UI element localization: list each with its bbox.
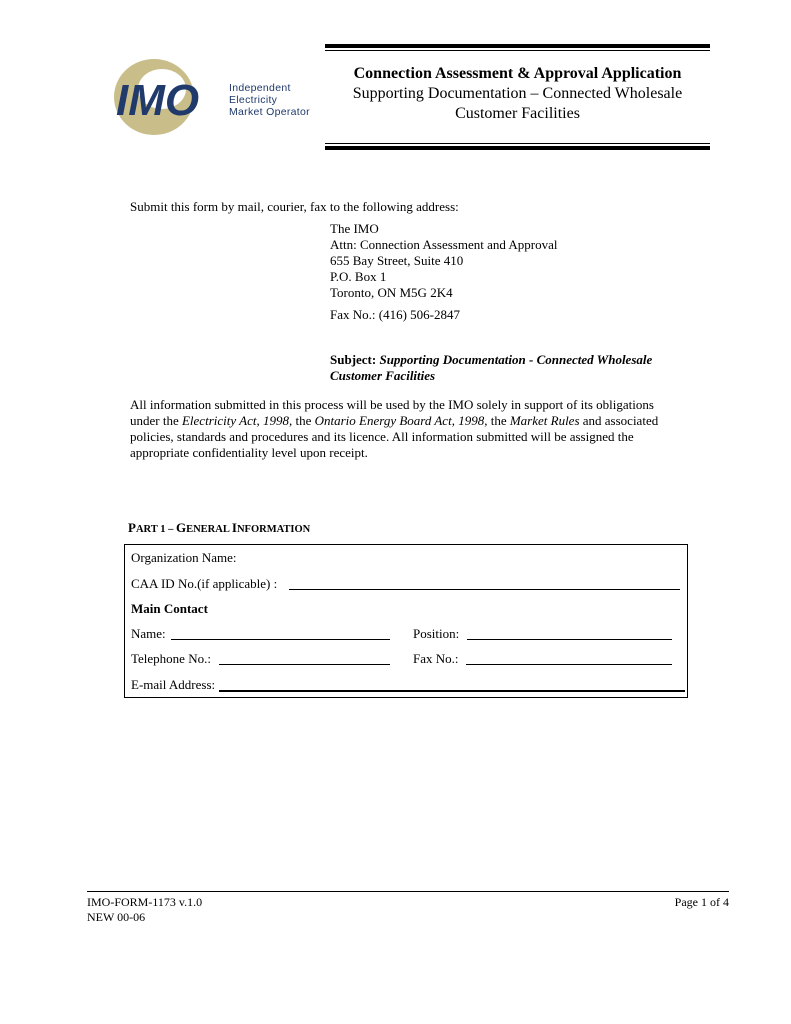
- subject-block: [330, 352, 652, 384]
- address-line-2: Attn: Connection Assessment and Approval: [330, 237, 558, 252]
- form-version-date: NEW 00-06: [87, 910, 146, 924]
- address-line-5: Toronto, ON M5G 2K4: [330, 285, 453, 300]
- logo-letters: IMO: [116, 76, 200, 125]
- subject-text-2: Customer Facilities: [330, 368, 436, 383]
- title-line-1: Connection Assessment & Approval Application: [353, 65, 682, 82]
- fax-label: Fax No.:: [413, 651, 459, 666]
- header-bottom-rule-thin: [325, 143, 710, 144]
- title-line-3: Customer Facilities: [455, 105, 580, 122]
- email-field[interactable]: [219, 690, 685, 692]
- logo-line-3: Market Operator: [229, 106, 310, 118]
- title-line-2: Supporting Documentation – Connected Wholesale: [352, 85, 683, 102]
- logo-line-1: Independent: [229, 82, 291, 94]
- logo-line-2: Electricity: [229, 94, 278, 106]
- intro-text: Submit this form by mail, courier, fax to the following address:: [130, 199, 459, 214]
- caa-id-label: CAA ID No.(if applicable) :: [131, 576, 278, 591]
- position-field[interactable]: [467, 639, 672, 640]
- organization-name-field[interactable]: [245, 548, 680, 566]
- address-line-3: 655 Bay Street, Suite 410: [330, 253, 464, 268]
- fax-number: Fax No.: (416) 506-2847: [330, 307, 460, 322]
- section-heading-part-1: PART 1 – GENERAL INFORMATION: [128, 520, 311, 535]
- subject-text-1: Supporting Documentation - Connected Wholesale: [379, 352, 653, 367]
- address-line-1: The IMO: [330, 221, 379, 236]
- position-label: Position:: [413, 626, 460, 641]
- header-bottom-rule-thick: [325, 146, 710, 150]
- name-label: Name:: [131, 626, 166, 641]
- fax-field[interactable]: [466, 664, 672, 665]
- logo-caption: [229, 82, 310, 118]
- telephone-label: Telephone No.:: [131, 651, 211, 666]
- confidentiality-paragraph: [130, 397, 700, 461]
- form-id: IMO-FORM-1173 v.1.0: [87, 895, 203, 909]
- imo-logo: [112, 57, 322, 139]
- paragraph-line-4: appropriate confidentiality level upon receipt.: [130, 445, 368, 460]
- email-label: E-mail Address:: [131, 677, 216, 692]
- footer-rule: [87, 891, 729, 892]
- caa-id-field[interactable]: [289, 589, 680, 590]
- header-top-rule-thick: [325, 44, 710, 48]
- paragraph-line-3: policies, standards and procedures and its licence. All information submitted will be assigned the: [130, 429, 634, 444]
- main-contact-heading: Main Contact: [131, 601, 208, 616]
- mailing-address: [330, 221, 557, 323]
- paragraph-line-1: All information submitted in this process will be used by the IMO solely in support of its obligations: [130, 397, 654, 412]
- paragraph-line-2: under the Electricity Act, 1998, the Ontario Energy Board Act, 1998, the Market Rules and associated: [130, 413, 659, 428]
- telephone-field[interactable]: [219, 664, 390, 665]
- organization-name-label: Organization Name:: [131, 550, 237, 565]
- subject-label: Subject:: [330, 352, 377, 367]
- page-number: Page 1 of 4: [674, 895, 729, 909]
- general-information-form: [124, 544, 688, 698]
- address-line-4: P.O. Box 1: [330, 269, 387, 284]
- header-top-rule-thin: [325, 50, 710, 51]
- imo-logo-mark: [112, 57, 232, 139]
- footer-left: [87, 895, 202, 925]
- document-title: [325, 64, 710, 124]
- name-field[interactable]: [171, 639, 390, 640]
